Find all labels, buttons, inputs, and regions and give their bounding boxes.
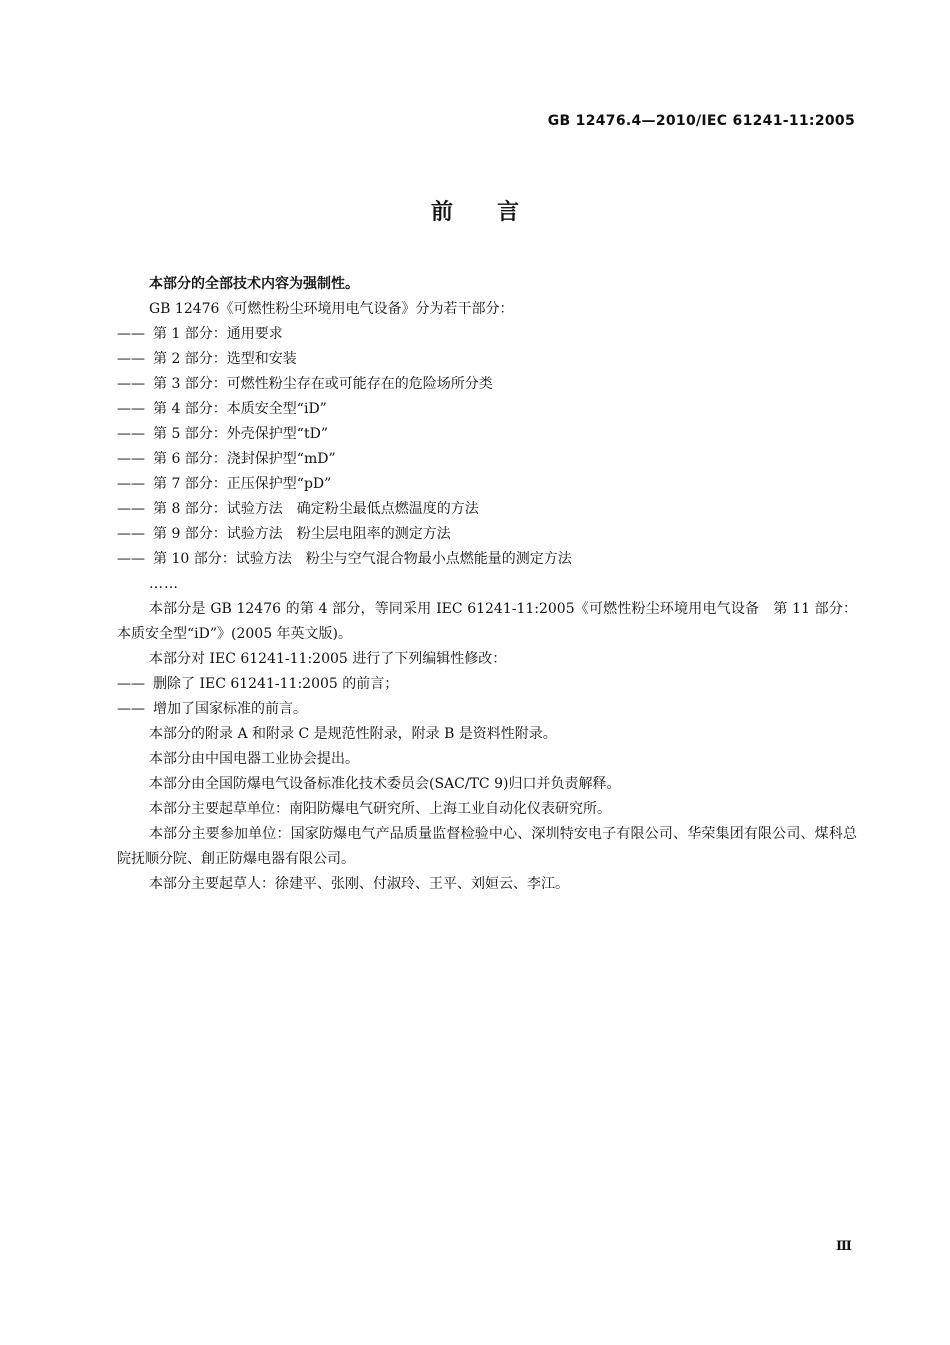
list-item (117, 497, 857, 522)
list-item-text: 第 4 部分：本质安全型“iD” (153, 401, 327, 417)
list-item (117, 322, 857, 347)
dash: —— (117, 376, 145, 392)
list-item-text: 第 8 部分：试验方法 确定粉尘最低点燃温度的方法 (153, 501, 479, 517)
participating-units: 本部分主要参加单位：国家防爆电气产品质量监督检验中心、深圳特安电子有限公司、华荣集团有限公司、煤科总院抚顺分院、創正防爆电器有限公司。 (117, 826, 857, 867)
edits-list (117, 672, 857, 722)
list-item (117, 397, 857, 422)
dash: —— (117, 526, 145, 542)
parts-list (117, 322, 857, 572)
list-item-text: 第 3 部分：可燃性粉尘存在或可能存在的危险场所分类 (153, 376, 493, 392)
dash: —— (117, 451, 145, 467)
managed-by: 本部分由全国防爆电气设备标准化技术委员会(SAC/TC 9)归口并负责解释。 (149, 776, 621, 792)
dash: —— (117, 351, 145, 367)
list-item-text: 第 5 部分：外壳保护型“tD” (153, 426, 328, 442)
dash: —— (117, 501, 145, 517)
dash: —— (117, 426, 145, 442)
dash: —— (117, 401, 145, 417)
list-item-text: 增加了国家标准的前言。 (153, 701, 307, 717)
list-item-text: 删除了 IEC 61241-11:2005 的前言； (153, 676, 399, 692)
list-item (117, 547, 857, 572)
list-item (117, 672, 857, 697)
main-drafting-units: 本部分主要起草单位：南阳防爆电气研究所、上海工业自动化仪表研究所。 (149, 801, 611, 817)
standard-number: GB 12476.4—2010/IEC 61241-11:2005 (547, 113, 855, 129)
list-item (117, 422, 857, 447)
list-item (117, 522, 857, 547)
list-item-text: 第 1 部分：通用要求 (153, 326, 283, 342)
proposed-by: 本部分由中国电器工业协会提出。 (149, 751, 359, 767)
list-item-text: 第 7 部分：正压保护型“pD” (153, 476, 332, 492)
adoption-paragraph: 本部分是 GB 12476 的第 4 部分，等同采用 IEC 61241-11:2005《可燃性粉尘环境用电气设备 第 11 部分：本质安全型“iD”》(2005 年英文版)。 (117, 601, 857, 642)
page-title: 前 言 (430, 200, 519, 225)
mandatory-note: 本部分的全部技术内容为强制性。 (149, 276, 359, 292)
dash: —— (117, 551, 145, 567)
dash: —— (117, 676, 145, 692)
list-item-text: 第 10 部分：试验方法 粉尘与空气混合物最小点燃能量的测定方法 (153, 551, 572, 567)
list-item (117, 697, 857, 722)
list-item-text: 第 2 部分：选型和安装 (153, 351, 297, 367)
annex-note: 本部分的附录 A 和附录 C 是规范性附录，附录 B 是资料性附录。 (149, 726, 557, 742)
list-item (117, 347, 857, 372)
series-intro: GB 12476《可燃性粉尘环境用电气设备》分为若干部分： (149, 301, 514, 317)
list-item-text: 第 6 部分：浇封保护型“mD” (153, 451, 336, 467)
dash: —— (117, 701, 145, 717)
list-item (117, 472, 857, 497)
list-item (117, 447, 857, 472)
foreword-body (117, 272, 857, 897)
list-item-text: 第 9 部分：试验方法 粉尘层电阻率的测定方法 (153, 526, 451, 542)
dash: —— (117, 476, 145, 492)
list-item (117, 372, 857, 397)
drafters: 本部分主要起草人：徐建平、张刚、付淑玲、王平、刘姮云、李江。 (149, 876, 569, 892)
edits-intro: 本部分对 IEC 61241-11:2005 进行了下列编辑性修改： (149, 651, 507, 667)
page-number: Ⅲ (836, 1239, 852, 1254)
ellipsis: …… (149, 576, 179, 592)
dash: —— (117, 326, 145, 342)
